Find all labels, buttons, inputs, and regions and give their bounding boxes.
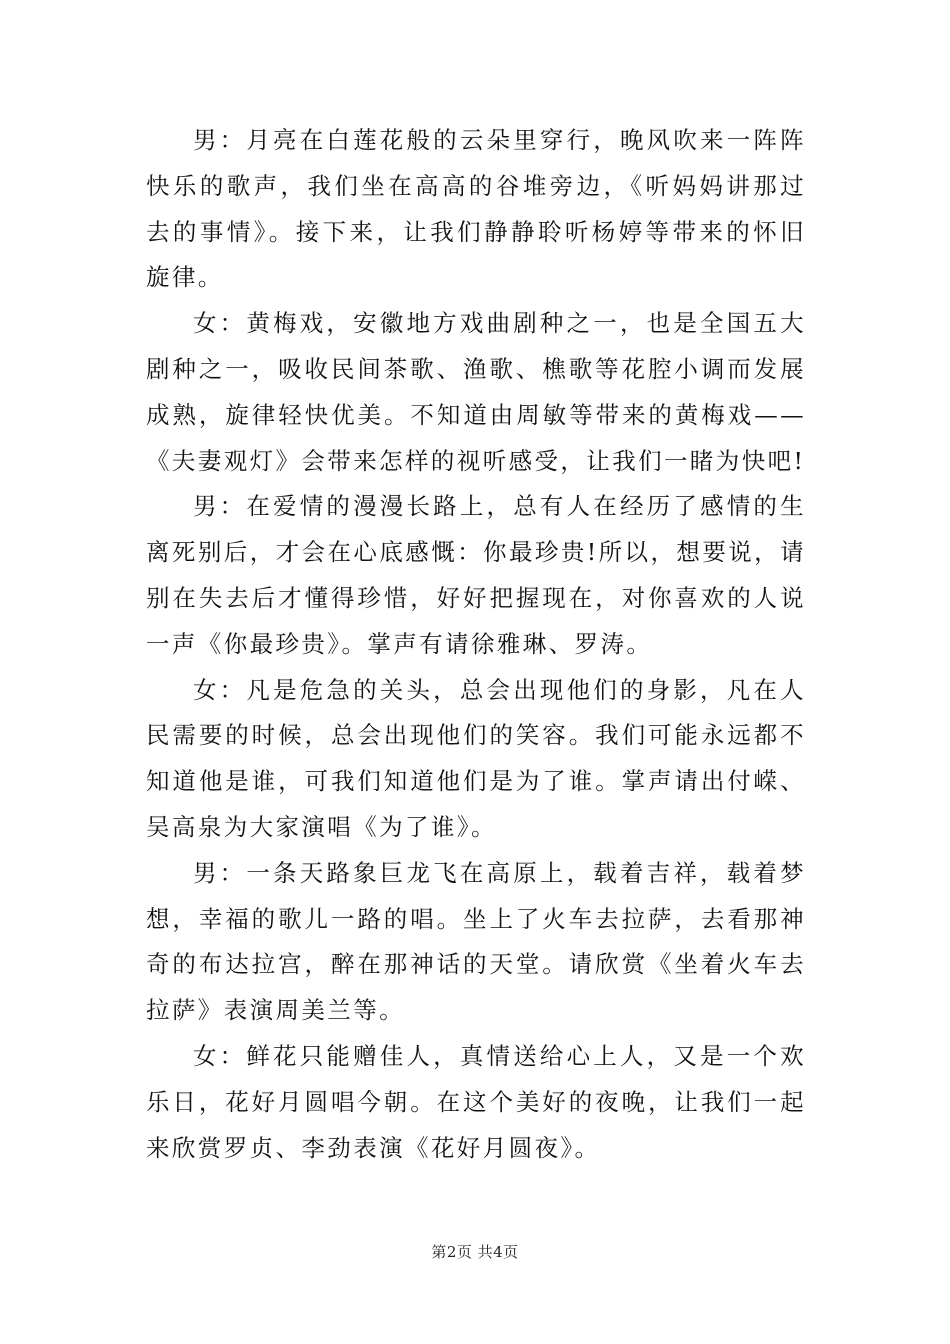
paragraph-4: 女：凡是危急的关头，总会出现他们的身影，凡在人民需要的时候，总会出现他们的笑容。我们可能永远都不知道他是谁，可我们知道他们是为了谁。掌声请出付嵘、吴高泉为大家演唱《为了谁》。 — [146, 675, 806, 841]
paragraph-6: 女：鲜花只能赠佳人，真情送给心上人，又是一个欢乐日，花好月圆唱今朝。在这个美好的夜晚，让我们一起来欣赏罗贞、李劲表演《花好月圆夜》。 — [146, 1041, 806, 1162]
paragraph-1: 男：月亮在白莲花般的云朵里穿行，晚风吹来一阵阵快乐的歌声，我们坐在高高的谷堆旁边，《听妈妈讲那过去的事情》。接下来，让我们静静聆听杨婷等带来的怀旧旋律。 — [146, 126, 806, 292]
paragraph-2: 女：黄梅戏，安徽地方戏曲剧种之一，也是全国五大剧种之一，吸收民间茶歌、渔歌、樵歌等花腔小调而发展成熟，旋律轻快优美。不知道由周敏等带来的黄梅戏——《夫妻观灯》会带来怎样的视听感受，让我们一睹为快吧! — [146, 309, 806, 475]
paragraph-5: 男：一条天路象巨龙飞在高原上，载着吉祥，载着梦想，幸福的歌儿一路的唱。坐上了火车去拉萨，去看那神奇的布达拉宫，醉在那神话的天堂。请欣赏《坐着火车去拉萨》表演周美兰等。 — [146, 858, 806, 1025]
document-body — [146, 118, 806, 1171]
page-footer: 第2页 共4页 — [431, 1243, 519, 1261]
paragraph-3: 男：在爱情的漫漫长路上，总有人在经历了感情的生离死别后，才会在心底感慨：你最珍贵!所以，想要说，请别在失去后才懂得珍惜，好好把握现在，对你喜欢的人说一声《你最珍贵》。掌声有请徐雅琳、罗涛。 — [146, 492, 806, 658]
